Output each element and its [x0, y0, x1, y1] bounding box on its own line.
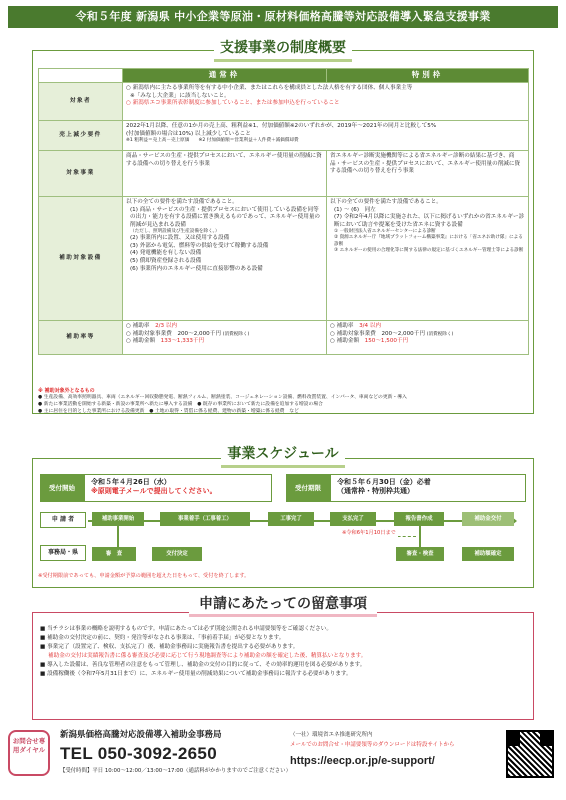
- step-start: 補助事業開始: [92, 512, 144, 526]
- step-grant: 補助金交付: [462, 512, 514, 526]
- notice-item: ■ 当チラシは事業の概略を説明するものです。申請にあたっては必ず別途公開される申請要領等をご確認ください。: [40, 625, 530, 634]
- target-cell: ○ 新潟県内に主たる事業所等を有する中小企業、またはこれらを構成員とした法人格を有する団体、個人事業主等 ※「みなし大企業」に該当しないこと。 ○ 新潟県エコ事業所表彰制度に参加していること、または参加申込を行っていること: [123, 83, 529, 121]
- step-construction: 事業着手（工事着工）: [160, 512, 250, 526]
- role-office: 事務局・県: [40, 545, 86, 561]
- step-payment: 支払完了: [330, 512, 376, 526]
- sales-cell: 2022年1月以降、任意の1か月の売上高、粗利益※1、付加価値額※2のいずれかが、2019年～2021年の同月と比較して5% (付加価値額の場合は10%) 以上減少していること ※1 粗利益＝売上高－売上原価 ※2 付加価値額＝営業利益＋人件費＋減価償却費: [123, 121, 529, 151]
- office-review: 審 査: [92, 547, 136, 561]
- application-start: 受付開始 令和５年４月26日（水） ※原則電子メールで提出してください。: [40, 474, 272, 502]
- equipment-normal: 以下の全ての要件を満たす設備であること。 (1) 商品・サービスの生産・提供プロセスにおいて使用している設備を同等の出力・能力を有する設備に置き換えるものであって、エネルギー使用量の削減が見込まれる設備 （ただし、照明設備及び生産設備を除く。） (2) 事業所内に設置、又は使用する設備 (3) 外部から電気、燃料等の供給を受けて稼働する設備 (4) 発電機能を有しない設備 (5) 償却資産登録される設備 (6) 事業所内のエネルギー使用に直接影響のある設備: [123, 197, 327, 321]
- step-report: 報告書作成: [394, 512, 444, 526]
- deadline-note: ※令和6年1月10日まで: [342, 530, 396, 536]
- rate-special: ○ 補助率 3/4 以内 ○ 補助対象事業費 200～2,000千円 (消費税除く) ○ 補助金額 150～1,500千円: [327, 321, 529, 355]
- schedule-note: ※受付期限前であっても、申請金額が予算の範囲を超えた日をもって、受付を終了します。: [38, 573, 250, 579]
- business-special: 省エネルギー診断実施機関等による省エネルギー診断の結果に基づき、商品・サービスの生産・提供プロセスにおいて、エネルギー使用量の削減に資する設備への切り替えを行う事業: [327, 151, 529, 197]
- row-label-business: 対象事業: [39, 151, 123, 197]
- office-fixed: 補助額確定: [462, 547, 514, 561]
- column-special: 特別枠: [327, 69, 529, 83]
- flow-connector: [419, 526, 421, 548]
- overview-title: 支援事業の制度概要: [0, 40, 566, 62]
- website-link[interactable]: https://eecp.or.jp/e-support/: [290, 755, 435, 767]
- notice-item: ■ 設備稼働後（令和7年5月31日まで）に、エネルギー使用量の削減効果について補助金事務局に報告する必要があります。: [40, 670, 530, 679]
- row-label-equipment: 補助対象設備: [39, 197, 123, 321]
- equipment-special: 以下の全ての要件を満たす設備であること。 (1) ～ (6) 同左 (7) 令和2年4月以降に実施された、以下に掲げるいずれかの省エネルギー診断において助言や提案を受けた省エネに資する設備 ① 一般財団法人省エネルギーセンターによる診断 ② 資源エネルギー庁『地域プラットフォーム構築事業』における「省エネお助け隊」による診断 ③ エネルギーの使用の合理化等に関する法律の規定に基づくエネルギー管理士等による診断: [327, 197, 529, 321]
- step-complete: 工事完了: [268, 512, 314, 526]
- notice-item: ■ 導入した設備は、善良な管理者の注意をもって管理し、補助金の交付の目的に従って、その効率的運用を図る必要があります。: [40, 661, 530, 670]
- schedule-title: 事業スケジュール: [0, 446, 566, 468]
- page-header: 令和５年度 新潟県 中小企業等原油・原材料価格高騰等対応設備導入緊急支援事業: [8, 6, 558, 28]
- notice-item: ■ 補助金の交付決定の前に、契約・発注等がなされる事業は、「事前着手届」が必要となります。: [40, 634, 530, 643]
- office-name: 新潟県価格高騰対応設備導入補助金事務局: [60, 730, 222, 740]
- overview-table: [38, 68, 529, 355]
- office-hours: 【受付時間】平日 10:00～12:00／13:00～17:00（通話料がかかりますのでご注意ください）: [60, 768, 291, 774]
- notice-title: 申請にあたっての留意事項: [0, 596, 566, 617]
- application-deadline: 受付期限 令和５年６月30日（金）必着 （通常枠・特別枠共通）: [286, 474, 526, 502]
- exclusion-notes: ※ 補助対象外となるもの ● 生産設備、高効率照明器具、車両（エネルギー回収動態発電、断熱フィルム、断熱塗装、コージェネレーション設備、燃料改質装置、インバータ、車両などの更新・導入 ● 新たに事業活動を開始する新築・新設の事業所へ新たに導入する設備 ● 既存の事業所において新たに設備を追加する増設の場合 ● 主に居住を目的とした事業所における設備更新 ● 土地の取得・賃借に係る経費、建物の新築・増築に係る経費 など: [38, 388, 407, 415]
- notice-item: 補助金の交付は実績報告書に係る審査及び必要に応じて行う現地調査等により補助金の額を確定した後、精算払いとなります。: [48, 652, 367, 659]
- office-sub: （一社）環境省エネ推進研究所内: [290, 732, 373, 738]
- role-applicant: 申 請 者: [40, 512, 86, 528]
- qr-code-icon[interactable]: [506, 730, 554, 778]
- rate-normal: ○ 補助率 2/3 以内 ○ 補助対象事業費 200～2,000千円 (消費税除く) ○ 補助金額 133～1,333千円: [123, 321, 327, 355]
- office-decision: 交付決定: [152, 547, 202, 561]
- flow-connector: [117, 526, 119, 548]
- notice-list: [40, 625, 530, 679]
- business-normal: 商品・サービスの生産・提供プロセスにおいて、エネルギー使用量の削減に資する設備への切り替えを行う事業: [123, 151, 327, 197]
- footer: [8, 730, 558, 792]
- row-label-target: 対象者: [39, 83, 123, 121]
- phone-number[interactable]: TEL 050-3092-2650: [60, 744, 217, 763]
- column-normal: 通常枠: [123, 69, 327, 83]
- row-label-rate: 補助率等: [39, 321, 123, 355]
- notice-item: ■ 事業完了（設置完了、検収、支払完了）後、補助金事務局に実施報告書を提出する必要があります。: [40, 643, 530, 652]
- contact-badge: お問合せ専用ダイヤル: [8, 730, 50, 776]
- url-note: メールでのお問合せ・申請要領等のダウンロードは特設サイトから: [290, 742, 455, 748]
- office-inspection: 審査・検査: [396, 547, 444, 561]
- row-label-sales: 売上減少要件: [39, 121, 123, 151]
